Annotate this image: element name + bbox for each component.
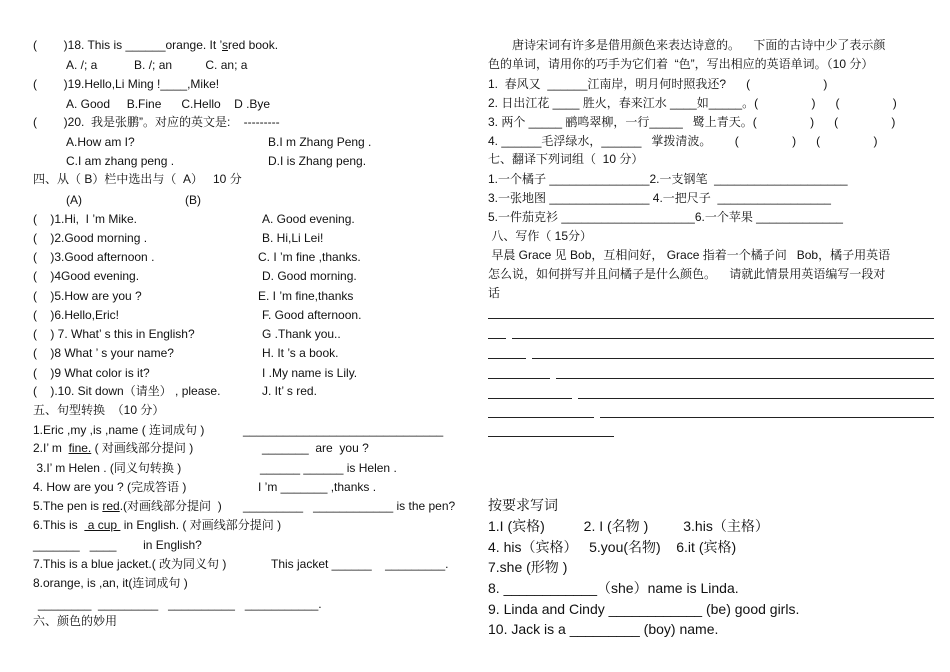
- column-a-header: (A): [66, 193, 82, 207]
- writing-line[interactable]: [532, 358, 934, 359]
- s6-prompt: 6.This is a cup in English. ( 对画线部分提问 ): [33, 518, 282, 532]
- translate-row-1: 1.一个橘子 _______________2.一支钢笔 ____________________: [488, 172, 848, 186]
- s7-answer: This jacket ______ _________.: [271, 557, 449, 571]
- word-task-row-1: 1.I (宾格) 2. I (名物 ) 3.his（主格）: [488, 518, 769, 534]
- q18-question: ( )18. This is ______orange. It ’sred book.: [33, 38, 279, 52]
- match-row-b: B. Hi,Li Lei!: [262, 231, 324, 245]
- writing-line[interactable]: [488, 378, 550, 379]
- match-row-b: D. Good morning.: [262, 269, 357, 283]
- q20-option-b: B.I m Zhang Peng .: [268, 135, 372, 149]
- match-row-b: E. I ’m fine,thanks: [258, 289, 354, 303]
- match-row-a: ( ).10. Sit down（请坐） , please.: [33, 384, 221, 398]
- match-row-b: C. I ’m fine ,thanks.: [258, 250, 361, 264]
- poem-4: 4. ______毛浮绿水，______ 掌拨清波。 ( ) ( ): [488, 134, 878, 148]
- match-row-b: I .My name is Lily.: [262, 366, 358, 380]
- match-row-b: J. It’ s red.: [262, 384, 317, 398]
- s8-prompt: 8.orange, is ,an, it(连词成句 ): [33, 576, 188, 590]
- section-4-title: 四、从（ B）栏中选出与（ A） 10 分: [33, 172, 242, 186]
- writing-line[interactable]: [578, 398, 934, 399]
- writing-prompt-2: 怎么说，如何拼写并且问橘子是什么颜色。 请就此情景用英语编写一段对: [488, 267, 886, 281]
- word-task-row-3: 7.she (形物 ): [488, 559, 568, 575]
- s2-answer: _______ are you ?: [262, 441, 369, 455]
- s5-answer: _________ ____________ is the pen?: [243, 499, 456, 513]
- s6-answer: _______ ____ in English?: [33, 538, 202, 552]
- translate-row-3: 5.一件茄克衫 ____________________6.一个苹果 _____________: [488, 210, 843, 224]
- writing-prompt-1: 早晨 Grace 见 Bob，互相问好， Grace 指着一个橘子问 Bob，橘子用英语: [488, 248, 891, 262]
- translate-row-2: 3.一张地图 _______________ 4.一把尺子 _________________: [488, 191, 831, 205]
- q20-question: ( )20. 我是张鹏”。对应的英文是: ---------: [33, 115, 280, 129]
- writing-line[interactable]: [488, 358, 526, 359]
- q20-option-a: A.How am I?: [66, 135, 135, 149]
- writing-line[interactable]: [512, 338, 934, 339]
- q20-option-c: C.I am zhang peng .: [66, 154, 175, 168]
- section-8-title: 八、写作（ 15分）: [488, 229, 593, 243]
- match-row-a: ( )6.Hello,Eric!: [33, 308, 120, 322]
- word-task-row-5: 9. Linda and Cindy ____________ (be) good girls.: [488, 601, 800, 617]
- match-row-a: ( )8 What ’ s your name?: [33, 346, 174, 360]
- word-task-row-6: 10. Jack is a _________ (boy) name.: [488, 621, 719, 637]
- s2-prompt: 2.I’ m fine. ( 对画线部分提问 ): [33, 441, 194, 455]
- s5-prompt: 5.The pen is red.(对画线部分提问 ): [33, 499, 222, 513]
- poem-1: 1. 春风又 ______江南岸，明月何时照我还? ( ): [488, 77, 828, 91]
- word-task-row-4: 8. ____________（she）name is Linda.: [488, 580, 739, 596]
- q18-options: A. /; a B. /; an C. an; a: [66, 58, 248, 72]
- match-row-a: ( )1.Hi, I ’m Mike.: [33, 212, 138, 226]
- s1-prompt: 1.Eric ,my ,is ,name ( 连词成句 ): [33, 423, 205, 437]
- s1-blank: ______________________________: [243, 423, 444, 437]
- writing-line[interactable]: [488, 338, 506, 339]
- match-row-b: A. Good evening.: [262, 212, 355, 226]
- q19-question: ( )19.Hello,Li Ming !____,Mike!: [33, 77, 220, 91]
- match-row-a: ( )2.Good morning .: [33, 231, 148, 245]
- section-6-intro-1: 唐诗宋词有许多是借用颜色来表达诗意的。 下面的古诗中少了表示颜: [512, 38, 886, 52]
- section-7-title: 七、翻译下列词组（ 10 分）: [488, 152, 644, 166]
- writing-line[interactable]: [488, 436, 614, 437]
- q20-option-d: D.I is Zhang peng.: [268, 154, 367, 168]
- writing-line[interactable]: [556, 378, 934, 379]
- section-6-intro-2: 色的单词，请用你的巧手为它们着 “色”，写出相应的英语单词。（10 分）: [488, 57, 874, 71]
- column-b-header: (B): [185, 193, 201, 207]
- s4-answer: I ’m _______ ,thanks .: [258, 480, 377, 494]
- writing-line[interactable]: [488, 398, 572, 399]
- s7-prompt: 7.This is a blue jacket.( 改为同义句 ): [33, 557, 227, 571]
- match-row-a: ( )9 What color is it?: [33, 366, 150, 380]
- poem-2: 2. 日出江花 ____ 胜火，春来江水 ____如_____。( ) ( ): [488, 96, 897, 110]
- q19-options: A. Good B.Fine C.Hello D .Bye: [66, 97, 271, 111]
- s3-answer: ______ ______ is Helen .: [260, 461, 397, 475]
- left-column: [0, 0, 470, 672]
- match-row-b: H. It ’s a book.: [262, 346, 339, 360]
- match-row-a: ( ) 7. What’ s this in English?: [33, 327, 195, 341]
- section-5-title: 五、句型转换 （10 分）: [33, 403, 165, 417]
- writing-line[interactable]: [600, 417, 934, 418]
- word-task-row-2: 4. his（宾格） 5.you(名物) 6.it (宾格): [488, 539, 737, 555]
- match-row-a: ( )3.Good afternoon .: [33, 250, 155, 264]
- s8-answer: ________ _________ __________ ___________.: [38, 597, 322, 611]
- writing-line[interactable]: [488, 318, 934, 319]
- match-row-a: ( )4Good evening.: [33, 269, 140, 283]
- match-row-a: ( )5.How are you ?: [33, 289, 142, 303]
- right-column: [478, 0, 950, 672]
- writing-prompt-3: 话: [488, 286, 501, 300]
- writing-line[interactable]: [488, 417, 594, 418]
- match-row-b: G .Thank you..: [262, 327, 341, 341]
- s4-prompt: 4. How are you ? (完成答语 ): [33, 480, 187, 494]
- q18-blank: s: [222, 38, 228, 52]
- word-task-title: 按要求写词: [488, 497, 558, 513]
- match-row-b: F. Good afternoon.: [262, 308, 362, 322]
- poem-3: 3. 两个 _____ 鹂鸣翠柳，一行_____ 鹭上青天。( ) ( ): [488, 115, 896, 129]
- section-6-title: 六、颜色的妙用: [33, 614, 118, 628]
- s3-prompt: 3.I’ m Helen . (同义句转换 ): [33, 461, 182, 475]
